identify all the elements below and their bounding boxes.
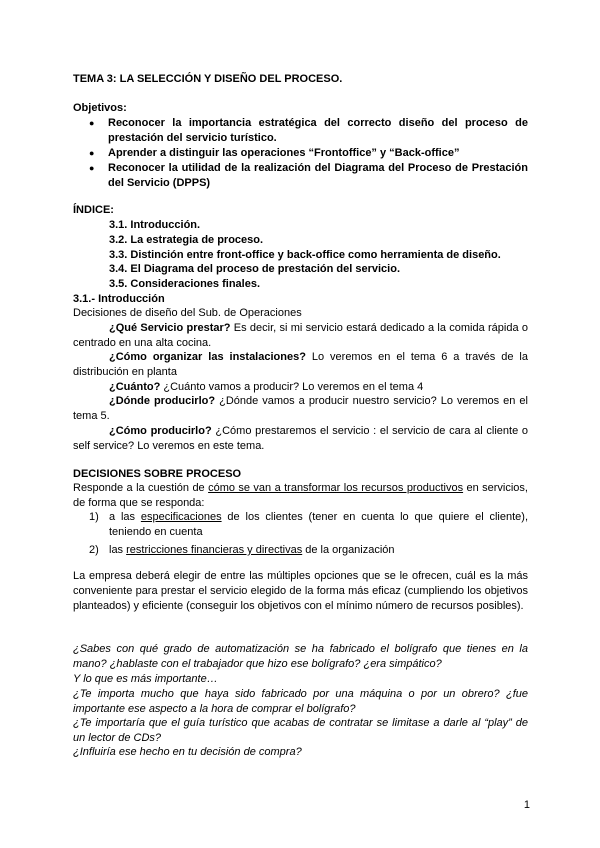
item-text: las	[109, 544, 127, 556]
question-label: ¿Cómo producirlo?	[109, 425, 212, 437]
item-underlined: especificaciones	[140, 511, 222, 523]
item-underlined: restricciones financieras y directivas	[126, 544, 303, 556]
question-paragraph	[73, 350, 528, 380]
question-paragraph	[73, 424, 528, 454]
question-label: ¿Qué Servicio prestar?	[109, 322, 231, 334]
intro-underlined: cómo se van a transformar los recursos productivos	[208, 482, 464, 494]
question-answer: Lo veremos en el tema 6 a través de la distribución en planta	[73, 351, 528, 378]
italic-question: ¿Te importaría que el guía turístico que acabas de contratar se limitase a darle al “play” de un lector de CDs?	[73, 717, 528, 744]
question-answer: Es decir, si mi servicio estará dedicado a la comida rápida o centrado en una alta cocina.	[73, 322, 528, 349]
intro-text: en servicios, de forma que se responda:	[73, 482, 528, 509]
index-item: 3.5. Consideraciones finales.	[109, 278, 261, 290]
section-subtitle: Decisiones de diseño del Sub. de Operaciones	[73, 307, 302, 319]
decisions-intro	[73, 481, 528, 511]
question-label: ¿Dónde producirlo?	[109, 395, 216, 407]
italic-question: ¿Te importa mucho que haya sido fabricado por una máquina o por un obrero? ¿fue importante ese aspecto a la hora de comprar el bolígrafo?	[73, 688, 528, 715]
question-label: ¿Cómo organizar las instalaciones?	[109, 351, 306, 363]
item-text: de la organización	[302, 544, 395, 556]
question-answer: ¿Cuánto vamos a producir? Lo veremos en el tema 4	[160, 381, 424, 393]
italic-question: Y lo que es más importante…	[73, 673, 218, 685]
objectives-list	[73, 116, 528, 191]
question-answer: ¿Cómo prestaremos el servicio : el servicio de cara al cliente o self service? Lo veremos en este tema.	[73, 425, 529, 452]
decisions-list-item	[73, 543, 528, 558]
section-heading: 3.1.- Introducción	[73, 293, 165, 305]
question-paragraph	[73, 380, 528, 395]
index-item: 3.4. El Diagrama del proceso de prestación del servicio.	[109, 263, 401, 275]
item-text: a las	[109, 511, 141, 523]
objectives-heading: Objetivos:	[73, 102, 127, 114]
objective-item: ● Reconocer la utilidad de la realización del Diagrama del Proceso de Prestación del Servicio (DPPS)	[73, 161, 528, 191]
item-text: de los clientes (tener en cuenta lo que quiere el cliente), teniendo en cuenta	[109, 511, 529, 538]
page-number: 1	[523, 799, 530, 811]
decisions-list-item	[73, 510, 528, 540]
question-answer: ¿Dónde vamos a producir nuestro servicio? Lo veremos en el tema 5.	[73, 395, 528, 422]
decisions-paragraph: La empresa deberá elegir de entre las múltiples opciones que se le ofrecen, cuál es la más conveniente para prestar el servicio elegido de la forma más eficaz (cumpliendo los objetivos planteados) y eficiente (conseguir los objetivos con el mínimo número de recursos posibles).	[73, 570, 528, 612]
index-item: 3.3. Distinción entre front-office y back-office como herramienta de diseño.	[109, 249, 501, 261]
decisions-list	[73, 510, 528, 558]
index-item: 3.1. Introducción.	[109, 219, 201, 231]
objective-item: ● Aprender a distinguir las operaciones “Frontoffice” y “Back-office”	[73, 146, 528, 161]
list-number: 1)	[89, 511, 99, 523]
document-title: TEMA 3: LA SELECCIÓN Y DISEÑO DEL PROCESO.	[73, 73, 343, 85]
question-paragraph	[73, 321, 528, 351]
intro-text: Responde a la cuestión de	[73, 482, 209, 494]
question-label: ¿Cuánto?	[109, 381, 161, 393]
objective-item: ● Reconocer la importancia estratégica del correcto diseño del proceso de prestación del servicio turístico.	[73, 116, 528, 146]
list-number: 2)	[89, 544, 99, 556]
italic-question: ¿Sabes con qué grado de automatización se ha fabricado el bolígrafo que tienes en la mano? ¿hablaste con el trabajador que hizo ese bolígrafo? ¿era simpático?	[73, 643, 528, 670]
index-heading: ÍNDICE:	[73, 204, 114, 216]
italic-question: ¿Influiría ese hecho en tu decisión de compra?	[73, 746, 302, 758]
question-paragraph	[73, 394, 528, 424]
index-item: 3.2. La estrategia de proceso.	[109, 234, 264, 246]
decisions-heading: DECISIONES SOBRE PROCESO	[73, 468, 242, 480]
